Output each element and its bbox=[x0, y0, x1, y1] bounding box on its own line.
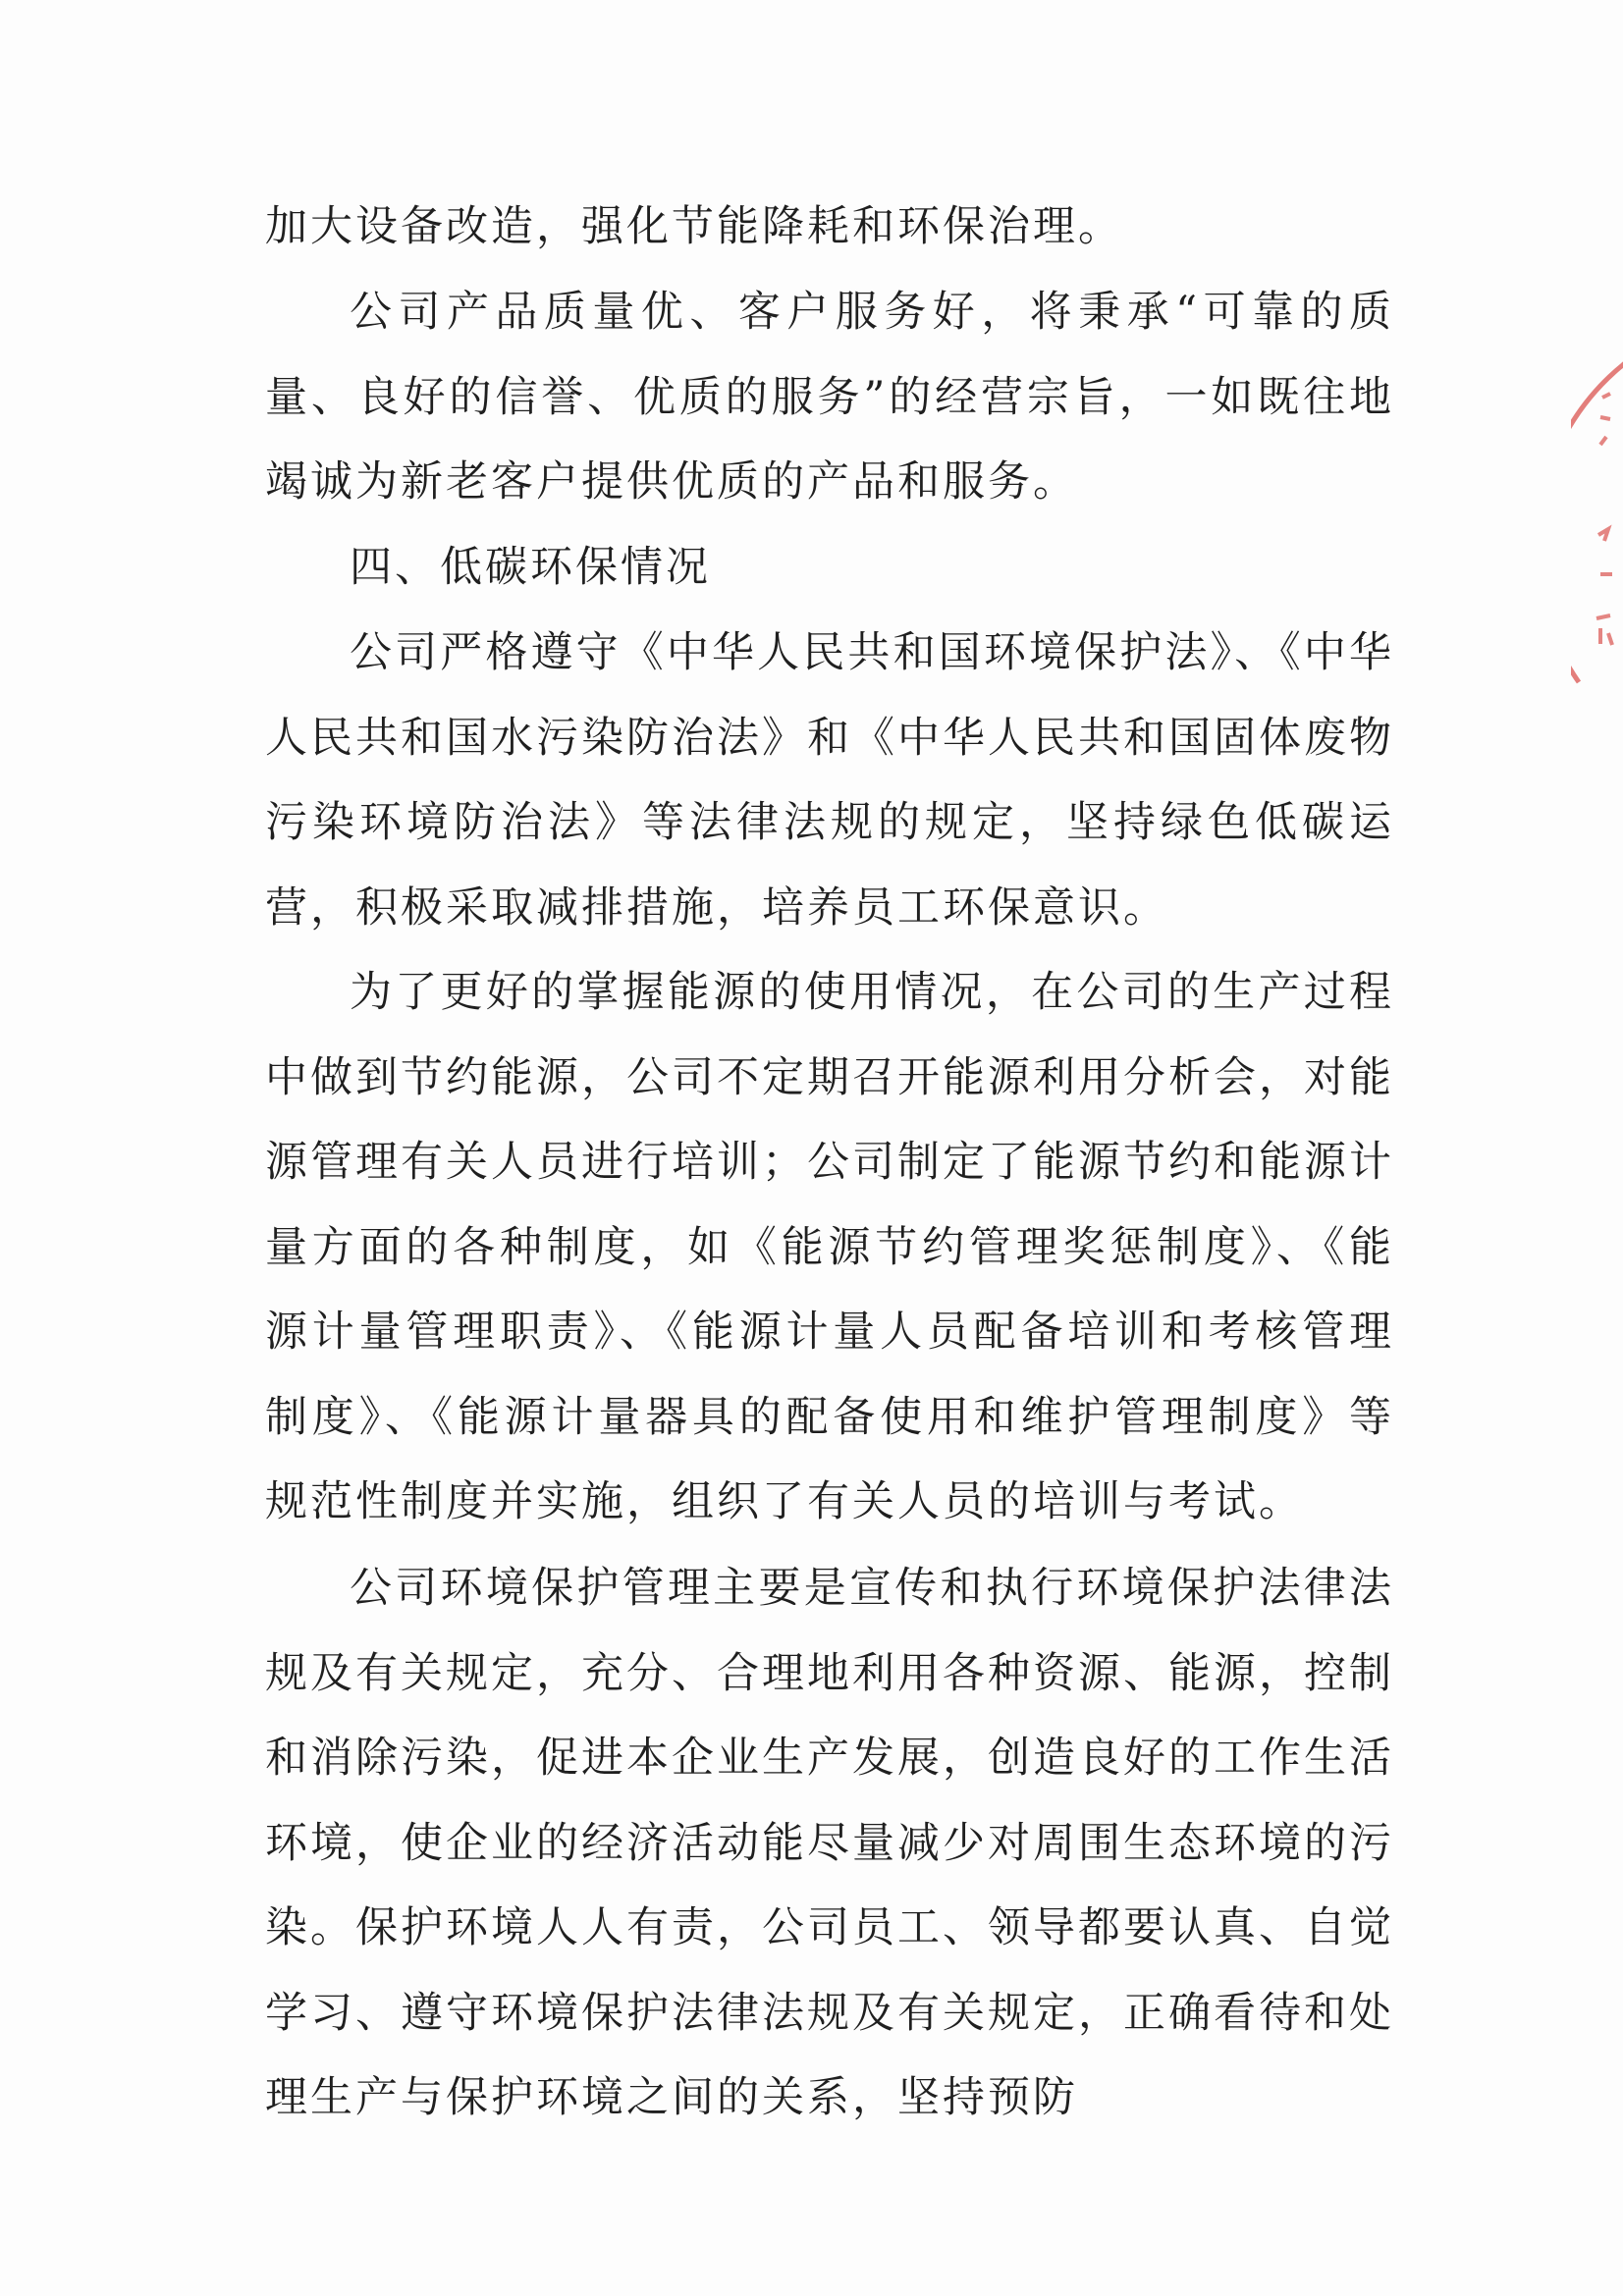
paragraph-environmental-law: 公司严格遵守《中华人民共和国环境保护法》、《中华人民共和国水污染防治法》和《中华人民共和国固体废物污染环境防治法》等法律法规的规定，坚持绿色低碳运营，积极采取减排措施，培养员工环保意识。 bbox=[265, 628, 1394, 933]
paragraph-energy-management: 为了更好的掌握能源的使用情况，在公司的生产过程中做到节约能源，公司不定期召开能源利用分析会，对能源管理有关人员进行培训；公司制定了能源节约和能源计量方面的各种制度，如《能源节约管理奖惩制度》、《能源计量管理职责》、《能源计量人员配备培训和考核管理制度》、《能源计量器具的配备使用和维护管理制度》等规范性制度并实施，组织了有关人员的培训与考试。 bbox=[265, 968, 1394, 1526]
section-heading-low-carbon: 四、低碳环保情况 bbox=[350, 543, 711, 592]
paragraph-product-quality: 公司产品质量优、客户服务好，将秉承“可靠的质量、良好的信誉、优质的服务”的经营宗旨，一如既往地竭诚为新老客户提供优质的产品和服务。 bbox=[265, 288, 1394, 507]
red-seal-stamp-icon bbox=[1571, 358, 1623, 692]
paragraph-continuation: 加大设备改造，强化节能降耗和环保治理。 bbox=[265, 202, 1123, 251]
paragraph-environment-protection: 公司环境保护管理主要是宣传和执行环境保护法律法规及有关规定，充分、合理地利用各种资源、能源，控制和消除污染，促进本企业生产发展，创造良好的工作生活环境，使企业的经济活动能尽量减少对周围生态环境的污染。保护环境人人有责，公司员工、领导都要认真、自觉学习、遵守环境保护法律法规及有关规定，正确看待和处理生产与保护环境之间的关系，坚持预防 bbox=[265, 1564, 1394, 2122]
